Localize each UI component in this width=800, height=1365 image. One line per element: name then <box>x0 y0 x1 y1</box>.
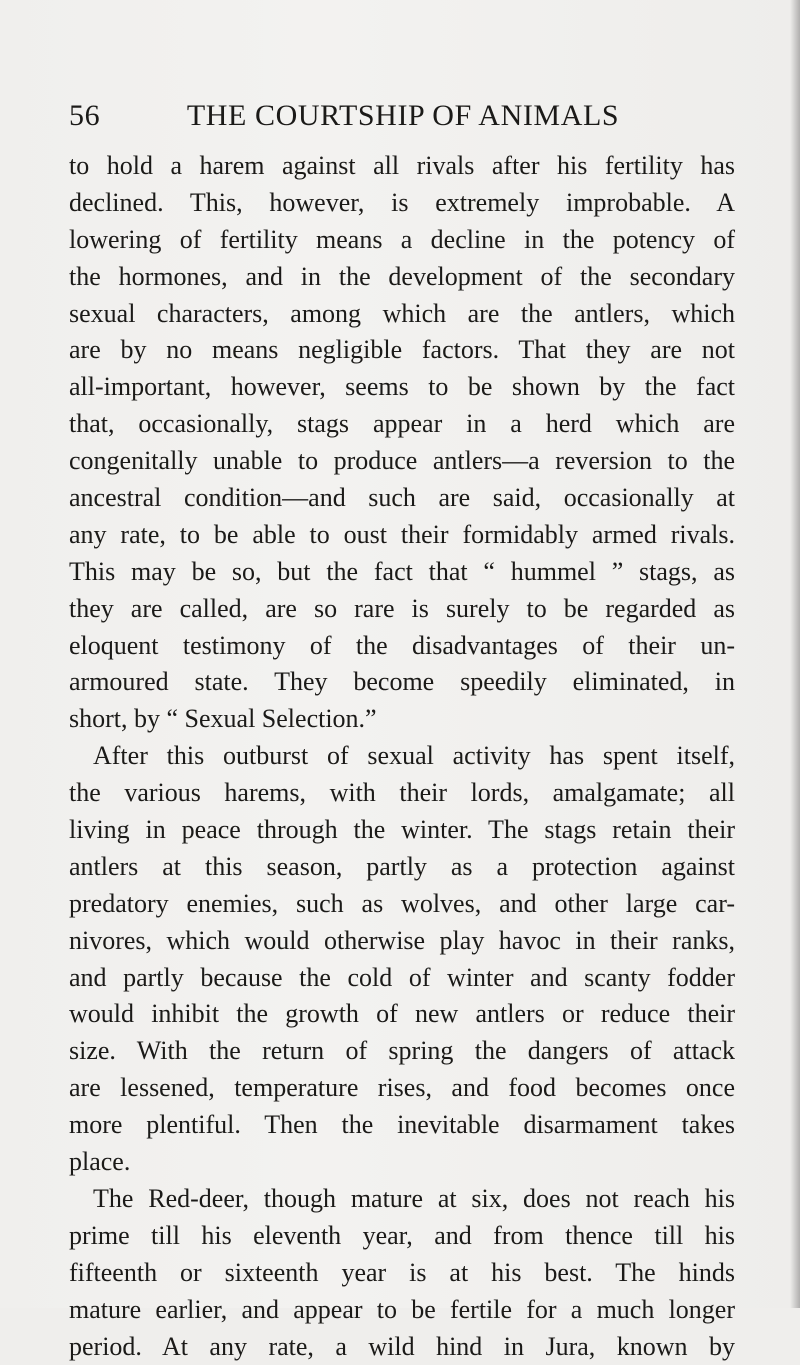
text-line: nivores, which would otherwise play havoc in their ranks, <box>69 923 735 960</box>
text-line: prime till his eleventh year, and from thence till his <box>69 1218 735 1255</box>
page-edge-shadow <box>790 0 800 1308</box>
text-line: eloquent testimony of the disadvantages of their un- <box>69 628 735 665</box>
text-line: to hold a harem against all rivals after his fertility has <box>69 148 735 185</box>
text-line: This may be so, but the fact that “ hummel ” stags, as <box>69 554 735 591</box>
text-line: ancestral condition—and such are said, occasionally at <box>69 480 735 517</box>
text-line: The Red-deer, though mature at six, does not reach his <box>69 1181 735 1218</box>
text-line: mature earlier, and appear to be fertile for a much longer <box>69 1292 735 1329</box>
text-line: period. At any rate, a wild hind in Jura, known by <box>69 1329 735 1365</box>
text-line: predatory enemies, such as wolves, and other large car- <box>69 886 735 923</box>
text-line: size. With the return of spring the dangers of attack <box>69 1033 735 1070</box>
text-line: that, occasionally, stags appear in a herd which are <box>69 406 735 443</box>
text-line: lowering of fertility means a decline in the potency of <box>69 222 735 259</box>
running-title: THE COURTSHIP OF ANIMALS <box>69 96 737 136</box>
text-line: living in peace through the winter. The stags retain their <box>69 812 735 849</box>
text-line: armoured state. They become speedily eliminated, in <box>69 664 735 701</box>
text-line: the hormones, and in the development of the secondary <box>69 259 735 296</box>
text-line: any rate, to be able to oust their formidably armed rivals. <box>69 517 735 554</box>
text-line: the various harems, with their lords, amalgamate; all <box>69 775 735 812</box>
text-line: all-important, however, seems to be shown by the fact <box>69 369 735 406</box>
text-line: place. <box>69 1144 735 1181</box>
text-line: and partly because the cold of winter and scanty fodder <box>69 960 735 997</box>
text-line: sexual characters, among which are the antlers, which <box>69 296 735 333</box>
body-text <box>69 148 735 1365</box>
text-line: antlers at this season, partly as a protection against <box>69 849 735 886</box>
text-line: more plentiful. Then the inevitable disarmament takes <box>69 1107 735 1144</box>
text-line: declined. This, however, is extremely improbable. A <box>69 185 735 222</box>
text-line: they are called, are so rare is surely to be regarded as <box>69 591 735 628</box>
running-head <box>69 96 737 136</box>
text-line: would inhibit the growth of new antlers or reduce their <box>69 996 735 1033</box>
text-line: are lessened, temperature rises, and food becomes once <box>69 1070 735 1107</box>
text-line: short, by “ Sexual Selection.” <box>69 701 735 738</box>
text-line: After this outburst of sexual activity has spent itself, <box>69 738 735 775</box>
page-number: 56 <box>69 96 100 136</box>
text-line: fifteenth or sixteenth year is at his best. The hinds <box>69 1255 735 1292</box>
text-line: are by no means negligible factors. That they are not <box>69 332 735 369</box>
text-line: congenitally unable to produce antlers—a reversion to the <box>69 443 735 480</box>
